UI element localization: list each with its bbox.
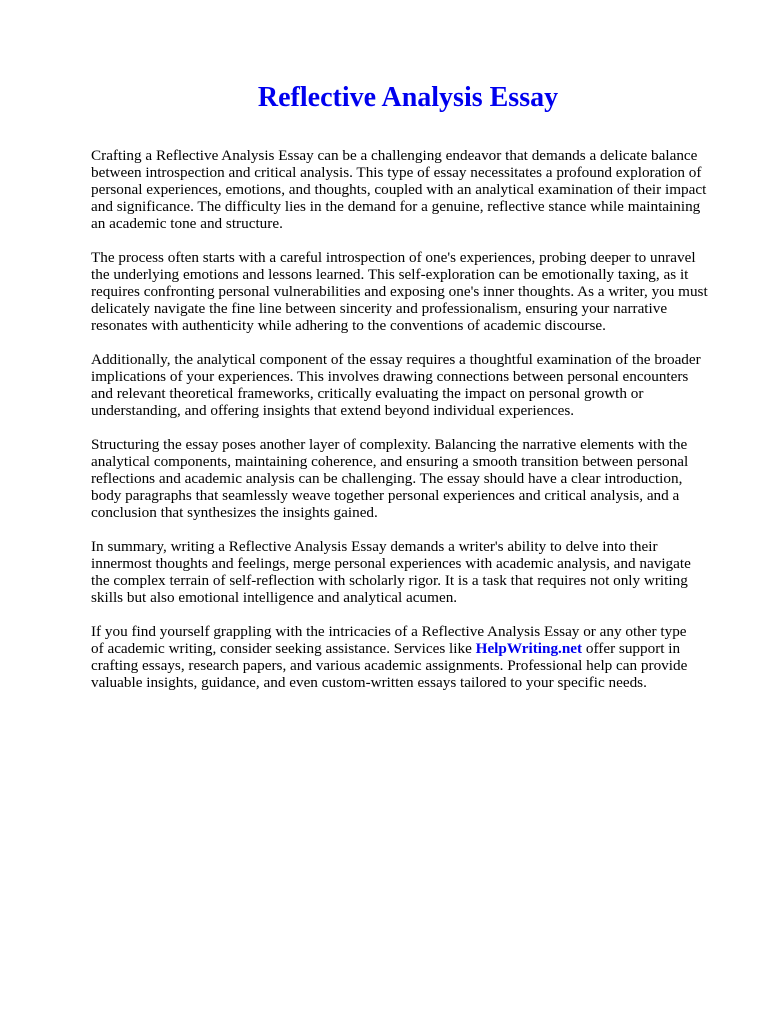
text-line: If you find yourself grappling with the intricacies of a Reflective Analysis Essay or any other type xyxy=(91,623,687,640)
text-line: conclusion that synthesizes the insights gained. xyxy=(91,504,378,521)
text-segment: offer support in xyxy=(582,640,681,657)
paragraph-2 xyxy=(91,249,731,334)
text-line: between introspection and critical analysis. This type of essay necessitates a profound exploration of xyxy=(91,164,702,181)
essay-body xyxy=(91,147,731,708)
text-line: analytical components, maintaining coherence, and ensuring a smooth transition between personal xyxy=(91,453,689,470)
text-line: the underlying emotions and lessons learned. This self-exploration can be emotionally taxing, as it xyxy=(91,266,689,283)
text-line: resonates with authenticity while adhering to the conventions of academic discourse. xyxy=(91,317,606,334)
text-line: requires confronting personal vulnerabilities and exposing one's inner thoughts. As a writer, you must xyxy=(91,283,708,300)
helpwriting-link[interactable]: HelpWriting.net xyxy=(475,640,583,657)
text-line: and significance. The difficulty lies in the demand for a genuine, reflective stance while maintaining xyxy=(91,198,701,215)
paragraph-1 xyxy=(91,147,731,232)
page-title: Reflective Analysis Essay xyxy=(257,82,559,113)
text-line: body paragraphs that seamlessly weave together personal experiences and critical analysis, and a xyxy=(91,487,680,504)
text-line: Crafting a Reflective Analysis Essay can be a challenging endeavor that demands a delicate balance xyxy=(91,147,698,164)
text-line: reflections and academic analysis can be challenging. The essay should have a clear introduction, xyxy=(91,470,683,487)
text-line: and relevant theoretical frameworks, critically evaluating the impact on personal growth or xyxy=(91,385,644,402)
text-line: an academic tone and structure. xyxy=(91,215,283,232)
text-line: Additionally, the analytical component of the essay requires a thoughtful examination of the broader xyxy=(91,351,701,368)
text-line: crafting essays, research papers, and various academic assignments. Professional help can provide xyxy=(91,657,688,674)
text-line: delicately navigate the fine line between sincerity and professionalism, ensuring your narrative xyxy=(91,300,668,317)
text-line: understanding, and offering insights that extend beyond individual experiences. xyxy=(91,402,575,419)
text-line: skills but also emotional intelligence and analytical acumen. xyxy=(91,589,458,606)
text-line: The process often starts with a careful introspection of one's experiences, probing deeper to unravel xyxy=(91,249,696,266)
text-line: innermost thoughts and feelings, merge personal experiences with academic analysis, and navigate xyxy=(91,555,691,572)
paragraph-4 xyxy=(91,436,731,521)
text-line: the complex terrain of self-reflection with scholarly rigor. It is a task that requires not only writing xyxy=(91,572,688,589)
text-line-with-link xyxy=(91,640,731,657)
text-segment: of academic writing, consider seeking assistance. Services like xyxy=(91,640,476,657)
paragraph-3 xyxy=(91,351,731,419)
text-line: In summary, writing a Reflective Analysis Essay demands a writer's ability to delve into their xyxy=(91,538,658,555)
text-line: valuable insights, guidance, and even custom-written essays tailored to your specific needs. xyxy=(91,674,647,691)
text-line: personal experiences, emotions, and thoughts, coupled with an analytical examination of their impact xyxy=(91,181,707,198)
text-line: implications of your experiences. This involves drawing connections between personal encounters xyxy=(91,368,689,385)
text-line: Structuring the essay poses another layer of complexity. Balancing the narrative elements with the xyxy=(91,436,688,453)
paragraph-5 xyxy=(91,538,731,606)
paragraph-6 xyxy=(91,623,731,691)
